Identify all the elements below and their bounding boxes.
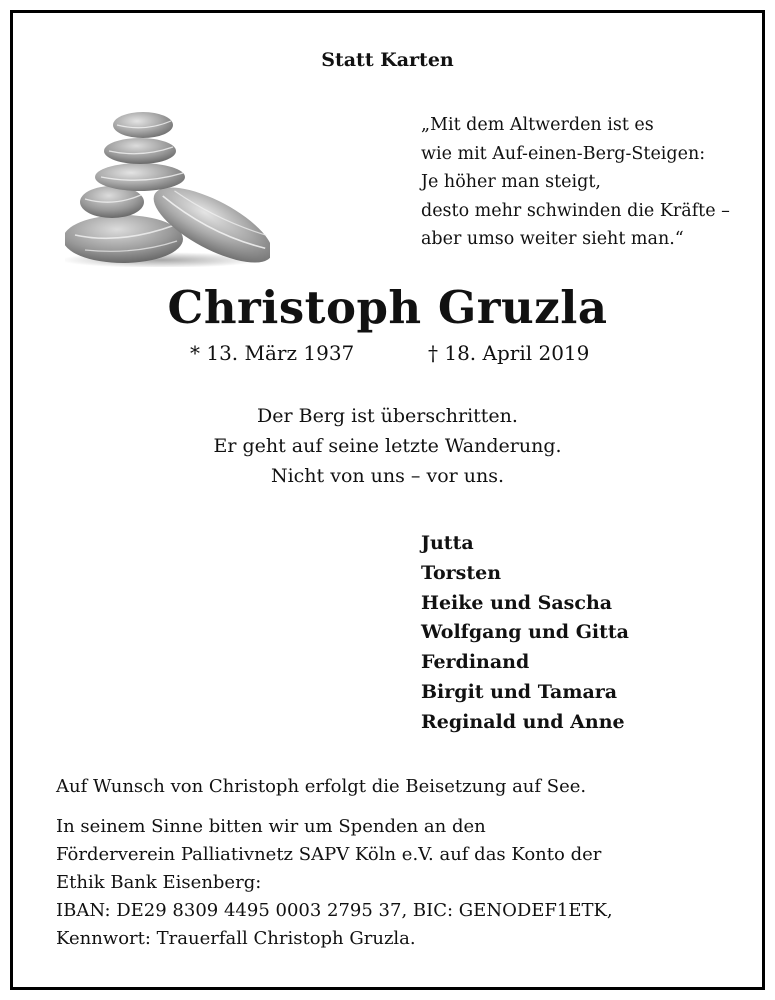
verse — [13, 401, 762, 491]
quote-line: Je höher man steigt, — [421, 172, 601, 192]
stacked-stones-image — [65, 95, 270, 267]
quote-line: „Mit dem Altwerden ist es — [421, 115, 654, 135]
mourner-name: Reginald und Anne — [421, 710, 625, 733]
donation-line: Ethik Bank Eisenberg: — [56, 872, 262, 893]
verse-line: Er geht auf seine letzte Wanderung. — [213, 435, 562, 457]
donation-line: IBAN: DE29 8309 4495 0003 2795 37, BIC: GENODEF1ETK, — [56, 900, 613, 921]
quote-line: desto mehr schwinden die Kräfte – — [421, 200, 730, 221]
obituary-card — [10, 10, 765, 990]
verse-line: Nicht von uns – vor uns. — [270, 465, 505, 487]
mourner-name: Birgit und Tamara — [421, 680, 618, 703]
quote-line: aber umso weiter sieht man.“ — [421, 229, 684, 249]
header-statt-karten: Statt Karten — [321, 49, 454, 71]
donation-line: Förderverein Palliativnetz SAPV Köln e.V. auf das Konto der — [56, 844, 602, 865]
deceased-name: Christoph Gruzla — [167, 281, 608, 334]
donation-line: In seinem Sinne bitten wir um Spenden an den — [56, 816, 486, 837]
burial-note: Auf Wunsch von Christoph erfolgt die Beisetzung auf See. — [56, 776, 587, 797]
quote — [421, 111, 751, 254]
mourner-name: Heike und Sascha — [421, 591, 613, 614]
mourner-name: Jutta — [421, 532, 474, 554]
donation-line: Kennwort: Trauerfall Christoph Gruzla. — [56, 928, 416, 949]
mourner-name: Wolfgang und Gitta — [421, 621, 629, 644]
mourner-name: Ferdinand — [421, 651, 530, 674]
notice — [56, 773, 756, 953]
birth-date: * 13. März 1937 — [190, 341, 355, 365]
death-date: † 18. April 2019 — [428, 341, 590, 365]
mourner-name: Torsten — [421, 561, 502, 584]
verse-line: Der Berg ist überschritten. — [257, 405, 518, 427]
mourners-list — [421, 529, 629, 738]
quote-line: wie mit Auf-einen-Berg-Steigen: — [421, 143, 706, 164]
